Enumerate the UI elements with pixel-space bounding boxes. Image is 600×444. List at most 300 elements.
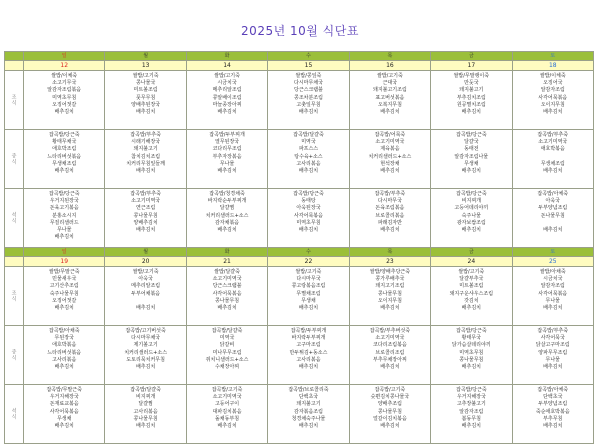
dish-item: 잡곡밥/부추죽 <box>130 191 161 197</box>
dish-item: 돼지불고기 <box>133 146 158 153</box>
dish-item: 닭살고구마조림 <box>535 342 570 349</box>
dish-item: 청경채숙주나물 <box>291 415 326 422</box>
day-name-row <box>5 248 594 257</box>
dish-item: 다시마무국 <box>296 276 321 283</box>
dish-item: 양배추된장국 <box>131 101 161 108</box>
dish-item: 사각어묵국 <box>540 335 565 342</box>
dish-item: 배추김치 <box>543 363 563 370</box>
dish-item: 콩조차분조림 <box>293 94 323 101</box>
dish-item: 미역초무침 <box>459 349 484 356</box>
menu-cell <box>268 326 349 385</box>
dish-item: 열무된장국 <box>214 139 240 146</box>
dish-item: 원공멸치조림 <box>456 101 486 108</box>
dish-item: 제기볼고기 <box>133 342 158 349</box>
dish-item: 고구마조림 <box>296 342 321 349</box>
dish-item: 시금치국 <box>543 276 563 283</box>
dish-item: 잡곡밥/두부찌개 <box>209 132 245 138</box>
dish-item: 배추김치 <box>54 108 74 115</box>
dish-item: 미트볼조림 <box>133 87 158 94</box>
dish-item: 배추김치 <box>461 422 481 429</box>
dish-item: 치커리샐러드+소스 <box>368 153 412 160</box>
dish-item: 잡곡밥/아채죽 <box>48 328 80 334</box>
date-cell: 23 <box>349 257 430 267</box>
dish-item <box>514 154 592 161</box>
dish-item: 탕수육+소스 <box>294 153 323 160</box>
dish-item: 숫편김치콩나물국 <box>370 394 410 401</box>
dish-item: 돈나물무침 <box>540 212 565 219</box>
dish-item: 미역국 <box>301 139 316 146</box>
dish-item: 바지락두부찌개 <box>291 335 326 342</box>
dish-item: 잡곡밥/고기죽 <box>374 387 406 393</box>
menu-cell <box>24 267 105 326</box>
dish-item: 코다리조림볶음 <box>372 342 407 349</box>
dish-item <box>106 298 184 305</box>
dish-item: 배추김치 <box>217 226 237 233</box>
dish-item: 오징어젓갈 <box>52 297 77 304</box>
day-name-cell: 목 <box>349 248 430 257</box>
menu-cell <box>349 267 430 326</box>
menu-cell <box>512 189 593 248</box>
dish-item: 쌀밥/고기죽 <box>295 269 322 275</box>
dish-item: 콩나물무침 <box>133 212 158 219</box>
dish-item: 알감자조림볶음 <box>47 87 82 94</box>
dish-item: 잡곡밥/고기버섯죽 <box>125 328 166 334</box>
dish-item: 무생채조림 <box>52 160 77 167</box>
dish-item: 황태무국 <box>461 335 481 342</box>
menu-cell <box>512 326 593 385</box>
menu-cell <box>349 71 430 130</box>
dish-item: 쌀밥/달걀죽 <box>214 269 240 275</box>
dish-item: 잡곡밥/브로콜리죽 <box>288 387 329 393</box>
menu-cell <box>512 71 593 130</box>
dish-item: 고사리볶음 <box>296 356 321 363</box>
dish-item: 고등어구이 <box>214 401 240 408</box>
dish-item: 무멸채조림 <box>296 290 321 297</box>
dish-item: 양배추조림 <box>377 401 402 408</box>
meal-label: 중식 <box>5 130 24 189</box>
dish-item: 배추김치 <box>543 167 563 174</box>
dish-item: 잡곡밥/부추버섯죽 <box>369 328 411 334</box>
dish-item: 쌀밥/이체죽 <box>539 73 566 79</box>
dish-item: 비지찌개 <box>461 198 481 205</box>
dish-item: 배추김치 <box>298 363 319 370</box>
dish-item: 사각어묵볶음 <box>293 212 323 219</box>
menu-cell <box>268 267 349 326</box>
dish-item: 치커리샐러드+소스 <box>205 212 249 219</box>
dish-item: 우거지된장국 <box>49 198 79 205</box>
day-name-cell: 일 <box>24 52 105 61</box>
date-cell: 14 <box>186 61 267 71</box>
dish-item: 느타리버섯볶음 <box>47 349 82 356</box>
dish-item: 배추김치 <box>54 422 74 429</box>
dish-item: 쌀밥/고기죽 <box>458 269 485 275</box>
menu-cell <box>24 385 105 444</box>
menu-cell <box>349 326 430 385</box>
dish-item: 배추김치 <box>380 363 400 370</box>
dish-item: 대파김치볶음 <box>212 408 242 415</box>
menu-cell <box>105 385 186 444</box>
meal-label: 석식 <box>5 385 24 444</box>
dish-item: 미역국 <box>219 335 235 342</box>
dish-item: 무질리샐러드 <box>49 219 79 226</box>
day-name-cell: 수 <box>268 52 349 61</box>
dish-item: 봄동무침 <box>461 415 481 422</box>
date-cell: 19 <box>24 257 105 267</box>
dish-item: 배추김치 <box>380 108 400 115</box>
dish-item: 느타리버섯볶음 <box>47 153 82 160</box>
dish-item: 수채장아찌 <box>214 363 240 370</box>
dish-item: 치커리무침잎들깨 <box>126 160 165 167</box>
dish-item: 배추김치 <box>298 167 319 174</box>
dish-item: 잡곡밥/당근죽 <box>455 132 487 138</box>
dish-item: 쌀밥/고기죽 <box>376 73 403 79</box>
dish-item: 민물새우국 <box>52 276 77 283</box>
dish-item: 소고기미역국 <box>131 198 161 205</box>
dish-item: 분홍소시지 <box>52 212 77 219</box>
menu-cell <box>24 189 105 248</box>
dish-item: 두부양념조림 <box>538 401 568 408</box>
dish-item: 콩나물무침 <box>133 415 158 422</box>
date-cell: 17 <box>431 61 512 71</box>
day-name-cell: 목 <box>349 52 430 61</box>
dish-item: 쌀밥/고기죽 <box>132 73 159 79</box>
date-cell: 12 <box>24 61 105 71</box>
dish-item: 사각어묵볶음 <box>49 408 79 415</box>
date-cell: 21 <box>186 257 267 267</box>
dish-item: 쌀밥/무말랭이죽 <box>453 73 490 79</box>
dish-item: 잡곡밥/달걀죽 <box>293 132 324 138</box>
meal-row <box>5 130 594 189</box>
date-cell: 22 <box>268 257 349 267</box>
dish-item: 우거지해장국 <box>456 394 486 401</box>
day-name-cell: 토 <box>512 248 593 257</box>
dish-item: 미역초무침 <box>52 94 77 101</box>
dish-item: 돈육고기볶음 <box>49 205 79 212</box>
dish-item: 시래기해장국 <box>131 139 161 146</box>
dish-item: 비지찌개 <box>135 394 156 401</box>
menu-cell <box>186 326 267 385</box>
day-name-cell: 토 <box>512 52 593 61</box>
menu-cell <box>24 326 105 385</box>
dish-item: 배추김치 <box>461 304 481 311</box>
dish-item: 배추김치 <box>135 304 156 311</box>
menu-cell <box>268 189 349 248</box>
dish-item: 무생채 <box>464 160 479 167</box>
menu-cell <box>431 71 512 130</box>
meal-table <box>4 51 594 444</box>
dish-item: 무생채 <box>301 297 316 304</box>
dish-item: 배추김치 <box>217 108 237 115</box>
dish-item: 잡곡밥/부추죽 <box>537 132 569 138</box>
dish-item: 배추김치 <box>217 167 237 174</box>
date-cell: 15 <box>268 61 349 71</box>
dish-item: 돈재료교볶음 <box>49 401 79 408</box>
menu-cell <box>349 130 430 189</box>
dish-item: 소고기미역국 <box>375 335 405 342</box>
dish-item: 숙주나물무침 <box>49 290 79 297</box>
dish-item: 배추김치 <box>380 304 400 311</box>
dish-item: 현석장채 <box>380 160 400 167</box>
dish-item: 죽순애호박볶음 <box>535 408 570 415</box>
dish-item: 달걀찜 <box>138 401 153 408</box>
dish-item: 배추김치 <box>135 108 156 115</box>
meal-row <box>5 326 594 385</box>
dish-item: 쌀밥/고기죽 <box>214 73 240 79</box>
dish-item: 배추김치 <box>543 108 563 115</box>
dish-item: 무된장국 <box>54 335 74 342</box>
menu-cell <box>268 130 349 189</box>
dish-item: 아욱국 <box>138 276 153 283</box>
dish-item: 메추리알조림 <box>131 283 161 290</box>
dish-item: 배추김치 <box>461 363 481 370</box>
dish-item: 우거지해장국 <box>49 394 79 401</box>
dish-item: 잡곡밥/당근죽 <box>455 328 487 334</box>
day-name-cell: 화 <box>186 248 267 257</box>
dish-item: 오이지무침 <box>377 297 402 304</box>
dish-item: 잡곡밥/부추죽 <box>374 191 406 197</box>
dish-item: 부추자장볶음 <box>212 153 242 160</box>
dish-item: 콩알배이조림 <box>212 94 242 101</box>
dish-item: 배추김치 <box>380 167 400 174</box>
dish-item: 표고버섯볶음 <box>375 94 405 101</box>
day-name-row <box>5 52 594 61</box>
dish-item: 부추김치조림 <box>456 94 486 101</box>
dish-item: 제육볶음 <box>380 146 400 153</box>
date-cell: 16 <box>349 61 430 71</box>
dish-item: 달걀국 <box>464 139 479 146</box>
dish-item: 브로콜리조림 <box>375 349 405 356</box>
dish-item: 돼지불고기조림 <box>372 87 407 94</box>
dish-item: 미역초무침 <box>296 219 321 226</box>
menu-cell <box>268 385 349 444</box>
dish-item: 소고기미역국 <box>212 276 242 283</box>
dish-item: 무나물 <box>545 356 561 363</box>
dish-item: 오이지무침 <box>540 101 565 108</box>
dish-item: 쌀밥/이체죽 <box>51 73 78 79</box>
dish-item: 바지락순두부찌개 <box>207 198 247 205</box>
meal-label: 석식 <box>5 189 24 248</box>
meal-row <box>5 71 594 130</box>
dish-item: 배추김치 <box>54 234 74 241</box>
dish-item: 돈육조림볶음 <box>375 205 405 212</box>
dish-item: 도토리묵치커무침 <box>126 356 165 363</box>
dish-item: 콩나물국 <box>135 80 156 87</box>
dish-item: 배추김치 <box>543 304 563 311</box>
dish-item: 잡곡밥/두부찌개 <box>290 328 327 334</box>
dish-item: 풋무무침 <box>135 94 156 101</box>
dish-item: 잡곡밥/부추죽 <box>537 328 569 334</box>
menu-cell <box>431 267 512 326</box>
dish-item: 쌀밥/고기죽 <box>132 269 159 275</box>
dish-item: 무생채조림 <box>540 160 565 167</box>
dish-item: 파프스스 <box>298 146 319 153</box>
menu-cell <box>186 267 267 326</box>
dish-item: 고사리볶음 <box>296 160 321 167</box>
dish-item: 돼지불고기 <box>459 87 484 94</box>
dish-item: 잡곡밥/아체죽 <box>537 387 569 393</box>
dish-item: 배추김치 <box>543 226 563 233</box>
dish-item: 쌀밥/콩잎죽 <box>295 73 322 79</box>
dish-item: 무나물 <box>56 226 72 233</box>
dish-item: 잡곡밥/달걀죽 <box>211 328 243 334</box>
dish-item: 배추김치 <box>298 108 319 115</box>
dish-item: 달걀찜 <box>219 205 235 212</box>
dish-item: 근대국 <box>382 80 398 87</box>
dish-item: 참치김치조림 <box>131 153 161 160</box>
dish-item: 알감자조림 <box>459 408 484 415</box>
dish-item: 닭갈비 <box>219 342 235 349</box>
dish-item: 배추김치 <box>135 167 156 174</box>
dish-item: 고등어데리야끼 <box>454 205 489 212</box>
dish-item: 배추김치 <box>298 422 319 429</box>
dish-item: 동태전 <box>464 146 479 153</box>
dish-item: 알감자조림 <box>540 283 565 290</box>
menu-cell <box>349 189 430 248</box>
dish-item: 배추김치 <box>461 167 481 174</box>
dish-item: 사각어묵볶음 <box>538 290 568 297</box>
dish-item: 배추김치 <box>54 167 74 174</box>
date-cell: 18 <box>512 61 593 71</box>
dish-item: 미트볼조림 <box>459 283 484 290</box>
dish-item: 잡곡밥/아체죽 <box>537 191 569 197</box>
dish-item: 무나물 <box>219 160 235 167</box>
dish-item: 부추무침 <box>543 415 563 422</box>
dish-item <box>514 220 592 227</box>
dish-item: 파래김자반 <box>377 219 402 226</box>
menu-cell <box>512 130 593 189</box>
dish-item: 고사리볶음 <box>52 356 77 363</box>
corner-cell <box>5 248 24 257</box>
dish-item: 배추김치 <box>217 422 237 429</box>
dish-item: 쌀밥/무말근죽 <box>48 269 80 275</box>
dish-item: 황태무채국 <box>52 139 77 146</box>
dish-item: 다시마무채국 <box>131 335 161 342</box>
dish-item: 쥐치니샐러드+소스 <box>205 356 249 363</box>
dish-item: 쌀밥/양배추당근죽 <box>369 269 411 275</box>
dish-item: 잡곡밥/당근죽 <box>293 191 324 197</box>
dish-item: 다시마무채국 <box>293 80 323 87</box>
menu-cell <box>186 385 267 444</box>
dish-item: 배추김치 <box>461 108 481 115</box>
dish-item: 오징어젓갈 <box>52 101 77 108</box>
dish-item: 오징어국 <box>543 80 563 87</box>
menu-cell <box>431 385 512 444</box>
meal-label: 중식 <box>5 326 24 385</box>
dish-item: 연근조림 <box>135 205 156 212</box>
meal-row <box>5 189 594 248</box>
dish-item: 사각어묵볶음 <box>538 94 568 101</box>
dish-item: 배추김치 <box>217 304 237 311</box>
date-row <box>5 61 594 71</box>
menu-cell <box>24 71 105 130</box>
dish-item: 잡곡밥/어묵죽 <box>374 132 406 138</box>
dish-item: 콩가루배추국 <box>375 276 405 283</box>
corner-cell <box>5 61 24 71</box>
dish-item: 치커리샐러드+소스 <box>124 349 168 356</box>
day-name-cell: 월 <box>105 52 186 61</box>
dish-item: 돼지구운샤우스조림 <box>449 290 494 297</box>
menu-cell <box>431 130 512 189</box>
dish-item: 만두튀김+동소스 <box>289 349 328 356</box>
meal-label: 조식 <box>5 71 24 130</box>
dish-item: 콩나물무침 <box>377 408 402 415</box>
menu-cell <box>268 71 349 130</box>
date-row <box>5 257 594 267</box>
menu-cell <box>431 189 512 248</box>
dish-item: 두부어채볶음 <box>131 290 161 297</box>
dish-item: 잡곡밥/무말근죽 <box>46 387 82 393</box>
day-name-cell: 화 <box>186 52 267 61</box>
dish-item: 고사리볶음 <box>133 408 158 415</box>
dish-item: 배추김치 <box>543 422 563 429</box>
dish-item: 감자채볶음 <box>214 219 240 226</box>
day-name-cell: 수 <box>268 248 349 257</box>
dish-item: 만둣국 <box>464 80 479 87</box>
dish-item: 배추김치 <box>135 363 156 370</box>
dish-item: 배추김치 <box>461 226 481 233</box>
menu-cell <box>186 130 267 189</box>
meal-row <box>5 385 594 444</box>
dish-item: 숙주나물 <box>461 212 481 219</box>
dish-item: 사각어묵볶음 <box>212 290 242 297</box>
dish-item: 돌채동부침 <box>214 415 240 422</box>
meal-row <box>5 267 594 326</box>
dish-item: 동태탕 <box>301 198 316 205</box>
dish-item: 무나물 <box>545 297 561 304</box>
dish-item: 돼지불고기 <box>296 401 321 408</box>
dish-item: 잡곡밥/달걀죽 <box>130 387 161 393</box>
dish-item: 감자볶음조림 <box>293 408 323 415</box>
menu-cell <box>105 130 186 189</box>
dish-item: 당근스크램블 <box>293 87 323 94</box>
dish-item: 양배추김치 <box>133 219 158 226</box>
dish-item: 쌀밥/아채죽 <box>539 269 566 275</box>
date-cell: 13 <box>105 61 186 71</box>
dish-item: 부추무채장아찌 <box>372 356 407 363</box>
dish-item: 잡곡밥/당근죽 <box>455 191 487 197</box>
dish-item: 잡곡밥/청경채죽 <box>209 191 245 197</box>
dish-item: 양파무무조림 <box>538 349 568 356</box>
dish-item: 소고기미역국 <box>212 394 242 401</box>
menu-cell <box>24 130 105 189</box>
dish-item: 콩나물무침 <box>459 356 484 363</box>
dish-item: 돼지고기조림 <box>375 283 405 290</box>
dish-item: 애호박조림 <box>52 146 77 153</box>
dish-item: 아욱된장국 <box>296 205 321 212</box>
dish-item: 갓김치 <box>464 297 479 304</box>
day-name-cell: 금 <box>431 52 512 61</box>
dish-item: 광자보쌈조림 <box>456 219 486 226</box>
dish-item: 브로콜리볶음 <box>375 212 405 219</box>
dish-item: 잡곡밥/당근죽 <box>455 387 487 393</box>
day-name-cell: 일 <box>24 248 105 257</box>
dish-item: 잡곡밥/고기죽 <box>211 387 243 393</box>
dish-item: 소고기미역국 <box>538 139 568 146</box>
dish-item: 두부양념조림 <box>538 205 568 212</box>
page-title: 2025년 10월 식단표 <box>241 24 359 38</box>
dish-item: 단백초국 <box>543 394 563 401</box>
dish-item: 배추김치 <box>135 422 156 429</box>
dish-item: 배추김치 <box>298 226 319 233</box>
menu-cell <box>512 267 593 326</box>
meal-label: 조식 <box>5 267 24 326</box>
dish-item: 달걀부추국 <box>459 276 484 283</box>
dish-item: 고춧잎무침 <box>296 101 321 108</box>
menu-cell <box>105 326 186 385</box>
dish-item: 배추김치 <box>298 304 319 311</box>
date-cell: 24 <box>431 257 512 267</box>
dish-item: 배추김치 <box>380 422 400 429</box>
